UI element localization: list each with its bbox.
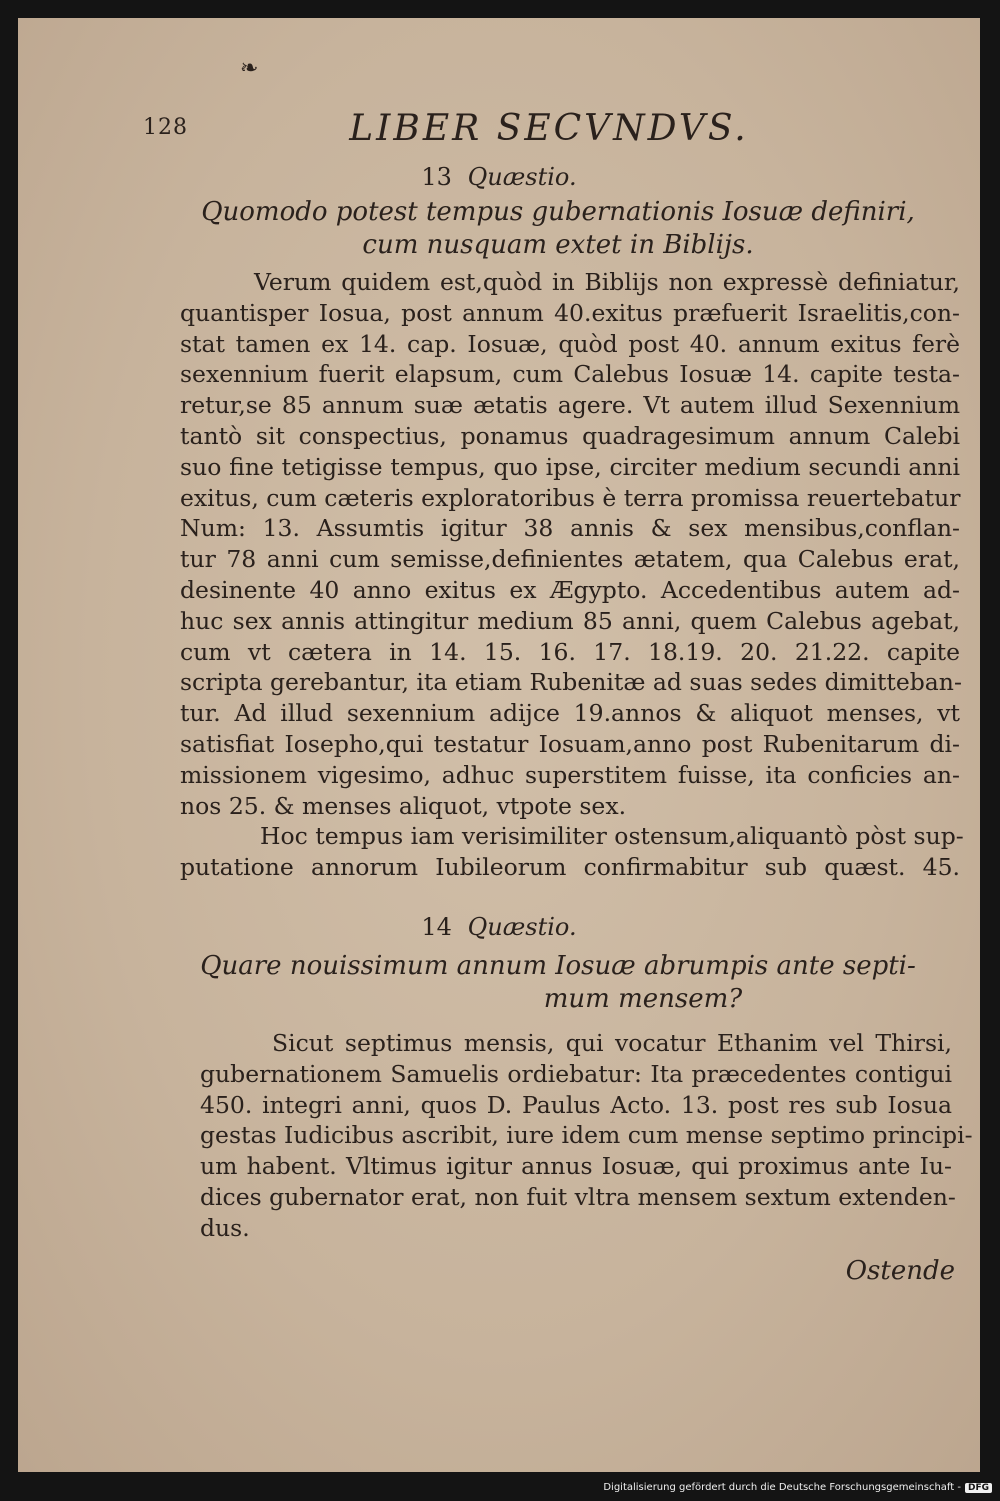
text-line: suo fine tetigisse tempus, quo ipse, circiter medium secundi anni [180,452,960,481]
text-line: gubernationem Samuelis ordiebatur: Ita præcedentes contigui [200,1059,952,1088]
page-number: 128 [143,115,188,140]
text-line: Verum quidem est,quòd in Biblijs non expressè definiatur, [254,268,960,296]
question-14-title [178,950,938,1016]
text-line: exitus, cum cæteris exploratoribus è terra promissa reuertebatur [180,483,961,512]
text-line: missionem vigesimo, adhuc superstitem fuisse, ita conficies an- [180,760,960,789]
question-13-body [180,267,964,883]
text-line: putatione annorum Iubileorum confirmabitur sub quæst. 45. [180,853,960,882]
question-13-label: Quæstio. [467,163,577,191]
text-line: nos 25. & menses aliquot, vtpote sex. [180,791,627,820]
text-line: tur. Ad illud sexennium adijce 19.annos & aliquot menses, vt [180,699,960,728]
title-line: cum nusquam extet in Biblijs. [362,230,754,260]
text-line: tur 78 anni cum semisse,definientes ætatem, qua Calebus erat, [180,545,960,574]
title-line: mum mensem? [543,984,743,1014]
ornament-icon: ❧ [240,56,259,81]
title-line: Quomodo potest tempus gubernationis Iosuæ definiri, [201,197,915,227]
question-14-heading [18,913,980,941]
question-14-number: 14 [421,913,452,941]
text-line: satisfiat Iosepho,qui testatur Iosuam,anno post Rubenitarum di- [180,729,960,758]
book-page [18,18,980,1472]
text-line: Hoc tempus iam verisimiliter ostensum,aliquantò pòst sup- [260,822,964,851]
question-13-title [178,196,938,262]
text-line: Num: 13. Assumtis igitur 38 annis & sex mensibus,conflan- [180,514,960,543]
question-14-label: Quæstio. [467,913,577,941]
dfg-logo: DFG [965,1483,992,1493]
text-line: dices gubernator erat, non fuit vltra mensem sextum extenden- [200,1182,956,1211]
text-line: Sicut septimus mensis, qui vocatur Ethanim vel Thirsi, [272,1029,952,1057]
text-line: huc sex annis attingitur medium 85 anni, quem Calebus agebat, [180,606,960,635]
text-line: desinente 40 anno exitus ex Ægypto. Accedentibus autem ad- [180,575,960,604]
text-line: gestas Iudicibus ascribit, iure idem cum mense septimo principi- [200,1121,973,1150]
question-13-number: 13 [421,163,452,191]
title-line: Quare nouissimum annum Iosuæ abrumpis ante septi- [200,951,916,981]
text-line: 450. integri anni, quos D. Paulus Acto. 13. post res sub Iosua [200,1090,952,1119]
text-line: tantò sit conspectius, ponamus quadragesimum annum Calebi [180,421,960,450]
text-line: cum vt cætera in 14. 15. 16. 17. 18.19. 20. 21.22. capite [180,637,960,666]
running-head: LIBER SECVNDVS. [349,108,749,149]
catchword: Ostende [845,1256,955,1286]
text-line: stat tamen ex 14. cap. Iosuæ, quòd post 40. annum exitus ferè [180,329,960,358]
question-14-body [200,1028,973,1244]
digitization-footer [603,1482,992,1493]
text-line: quantisper Iosua, post annum 40.exitus præfuerit Israelitis,con- [180,298,960,327]
text-line: sexennium fuerit elapsum, cum Calebus Iosuæ 14. capite testa- [180,360,960,389]
text-line: retur,se 85 annum suæ ætatis agere. Vt autem illud Sexennium [180,391,960,420]
text-line: scripta gerebantur, ita etiam Rubenitæ ad suas sedes dimitteban- [180,668,962,697]
footer-text: Digitalisierung gefördert durch die Deutsche Forschungsgemeinschaft - [603,1482,961,1493]
question-13-heading [18,163,980,191]
text-line: dus. [200,1213,250,1242]
text-line: um habent. Vltimus igitur annus Iosuæ, qui proximus ante Iu- [200,1152,952,1181]
